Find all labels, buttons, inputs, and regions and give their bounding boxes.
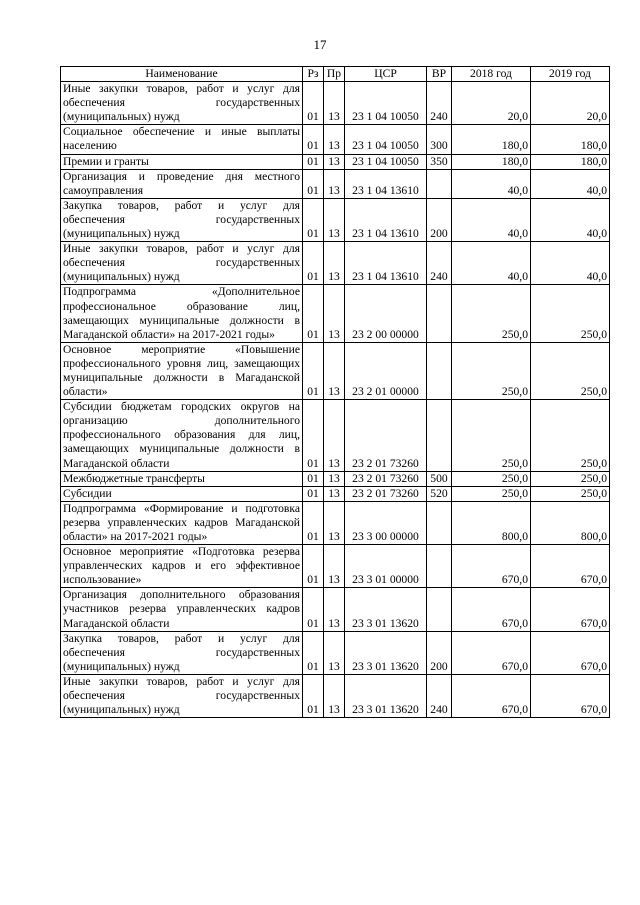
table-header-row [61, 67, 610, 82]
cell-pr: 13 [324, 400, 345, 471]
cell-2018: 180,0 [452, 154, 531, 169]
cell-2019: 180,0 [531, 125, 610, 154]
cell-name: Премии и гранты [61, 154, 303, 169]
cell-vr: 240 [427, 82, 452, 125]
table-row [61, 631, 610, 674]
cell-rz: 01 [303, 198, 324, 241]
cell-vr [427, 400, 452, 471]
cell-pr: 13 [324, 285, 345, 342]
cell-pr: 13 [324, 674, 345, 717]
table-row [61, 125, 610, 154]
table-row [61, 242, 610, 285]
cell-2018: 670,0 [452, 588, 531, 631]
cell-pr: 13 [324, 471, 345, 486]
cell-pr: 13 [324, 125, 345, 154]
cell-2018: 180,0 [452, 125, 531, 154]
cell-rz: 01 [303, 486, 324, 501]
header-2018: 2018 год [452, 67, 531, 82]
cell-2018: 40,0 [452, 169, 531, 198]
cell-pr: 13 [324, 486, 345, 501]
table-row [61, 154, 610, 169]
cell-rz: 01 [303, 631, 324, 674]
cell-2019: 670,0 [531, 545, 610, 588]
table-row [61, 82, 610, 125]
header-rz: Рз [303, 67, 324, 82]
cell-name: Основное мероприятие «Повышение профессионального уровня лиц, замещающих муниципальные должности в Магаданской области» [61, 342, 303, 399]
table-row [61, 400, 610, 471]
cell-csr: 23 3 01 13620 [345, 588, 427, 631]
cell-pr: 13 [324, 501, 345, 544]
cell-csr: 23 3 01 13620 [345, 631, 427, 674]
cell-2019: 180,0 [531, 154, 610, 169]
cell-name: Организация и проведение дня местного самоуправления [61, 169, 303, 198]
cell-vr: 200 [427, 631, 452, 674]
cell-2018: 250,0 [452, 400, 531, 471]
cell-pr: 13 [324, 545, 345, 588]
cell-vr: 200 [427, 198, 452, 241]
cell-rz: 01 [303, 588, 324, 631]
cell-rz: 01 [303, 82, 324, 125]
cell-2019: 250,0 [531, 400, 610, 471]
cell-csr: 23 3 01 13620 [345, 674, 427, 717]
cell-name: Иные закупки товаров, работ и услуг для обеспечения государственных (муниципальных) нужд [61, 242, 303, 285]
cell-vr: 500 [427, 471, 452, 486]
cell-vr: 240 [427, 242, 452, 285]
cell-2019: 40,0 [531, 242, 610, 285]
cell-2019: 250,0 [531, 285, 610, 342]
cell-pr: 13 [324, 631, 345, 674]
cell-pr: 13 [324, 242, 345, 285]
cell-2019: 250,0 [531, 486, 610, 501]
cell-2019: 670,0 [531, 588, 610, 631]
table-body [61, 82, 610, 718]
cell-2019: 250,0 [531, 471, 610, 486]
cell-vr [427, 169, 452, 198]
cell-2018: 40,0 [452, 242, 531, 285]
cell-rz: 01 [303, 169, 324, 198]
header-vr: ВР [427, 67, 452, 82]
cell-rz: 01 [303, 545, 324, 588]
cell-2019: 800,0 [531, 501, 610, 544]
table-row [61, 198, 610, 241]
cell-vr [427, 588, 452, 631]
cell-2018: 250,0 [452, 471, 531, 486]
cell-rz: 01 [303, 242, 324, 285]
table-row [61, 471, 610, 486]
cell-csr: 23 2 01 73260 [345, 400, 427, 471]
cell-pr: 13 [324, 588, 345, 631]
cell-name: Субсидии бюджетам городских округов на организацию дополнительного профессионального образования для лиц, замещающих муниципальные должности в Магаданской области [61, 400, 303, 471]
table-row [61, 486, 610, 501]
cell-csr: 23 1 04 13610 [345, 198, 427, 241]
cell-name: Подпрограмма «Дополнительное профессиональное образование лиц, замещающих муниципальные должности в Магаданской области» на 2017-2021 годы» [61, 285, 303, 342]
table-row [61, 545, 610, 588]
cell-2018: 800,0 [452, 501, 531, 544]
cell-rz: 01 [303, 285, 324, 342]
cell-vr [427, 545, 452, 588]
cell-pr: 13 [324, 154, 345, 169]
cell-2019: 670,0 [531, 674, 610, 717]
cell-name: Закупка товаров, работ и услуг для обеспечения государственных (муниципальных) нужд [61, 631, 303, 674]
cell-name: Субсидии [61, 486, 303, 501]
cell-name: Основное мероприятие «Подготовка резерва управленческих кадров и его эффективное использование» [61, 545, 303, 588]
cell-csr: 23 2 01 00000 [345, 342, 427, 399]
cell-vr: 520 [427, 486, 452, 501]
table-row [61, 342, 610, 399]
cell-csr: 23 2 00 00000 [345, 285, 427, 342]
cell-csr: 23 1 04 10050 [345, 82, 427, 125]
cell-2019: 40,0 [531, 169, 610, 198]
cell-vr [427, 501, 452, 544]
cell-name: Подпрограмма «Формирование и подготовка резерва управленческих кадров Магаданской области» на 2017-2021 годы» [61, 501, 303, 544]
cell-name: Иные закупки товаров, работ и услуг для обеспечения государственных (муниципальных) нужд [61, 674, 303, 717]
cell-2018: 250,0 [452, 486, 531, 501]
cell-rz: 01 [303, 342, 324, 399]
header-pr: Пр [324, 67, 345, 82]
page-number: 17 [313, 37, 327, 52]
cell-pr: 13 [324, 198, 345, 241]
cell-name: Организация дополнительного образования участников резерва управленческих кадров Магаданской области [61, 588, 303, 631]
cell-pr: 13 [324, 169, 345, 198]
cell-name: Социальное обеспечение и иные выплаты населению [61, 125, 303, 154]
cell-name: Закупка товаров, работ и услуг для обеспечения государственных (муниципальных) нужд [61, 198, 303, 241]
table-row [61, 674, 610, 717]
cell-rz: 01 [303, 471, 324, 486]
cell-vr [427, 285, 452, 342]
budget-table [60, 66, 610, 718]
cell-csr: 23 1 04 13610 [345, 169, 427, 198]
cell-2018: 40,0 [452, 198, 531, 241]
cell-2018: 20,0 [452, 82, 531, 125]
cell-pr: 13 [324, 342, 345, 399]
cell-csr: 23 1 04 10050 [345, 154, 427, 169]
cell-name: Иные закупки товаров, работ и услуг для обеспечения государственных (муниципальных) нужд [61, 82, 303, 125]
cell-vr: 240 [427, 674, 452, 717]
cell-csr: 23 1 04 13610 [345, 242, 427, 285]
cell-csr: 23 1 04 10050 [345, 125, 427, 154]
cell-vr: 300 [427, 125, 452, 154]
table-row [61, 501, 610, 544]
table-row [61, 588, 610, 631]
cell-csr: 23 2 01 73260 [345, 471, 427, 486]
cell-csr: 23 3 00 00000 [345, 501, 427, 544]
table-row [61, 169, 610, 198]
cell-rz: 01 [303, 501, 324, 544]
cell-vr [427, 342, 452, 399]
cell-name: Межбюджетные трансферты [61, 471, 303, 486]
header-name: Наименование [61, 67, 303, 82]
cell-2019: 250,0 [531, 342, 610, 399]
cell-2018: 250,0 [452, 342, 531, 399]
cell-vr: 350 [427, 154, 452, 169]
cell-2019: 20,0 [531, 82, 610, 125]
cell-rz: 01 [303, 400, 324, 471]
cell-rz: 01 [303, 125, 324, 154]
cell-csr: 23 2 01 73260 [345, 486, 427, 501]
header-csr: ЦСР [345, 67, 427, 82]
cell-2019: 40,0 [531, 198, 610, 241]
cell-csr: 23 3 01 00000 [345, 545, 427, 588]
cell-2018: 670,0 [452, 674, 531, 717]
cell-rz: 01 [303, 154, 324, 169]
cell-2018: 670,0 [452, 545, 531, 588]
cell-rz: 01 [303, 674, 324, 717]
header-2019: 2019 год [531, 67, 610, 82]
cell-2019: 670,0 [531, 631, 610, 674]
cell-2018: 670,0 [452, 631, 531, 674]
table-row [61, 285, 610, 342]
cell-pr: 13 [324, 82, 345, 125]
cell-2018: 250,0 [452, 285, 531, 342]
